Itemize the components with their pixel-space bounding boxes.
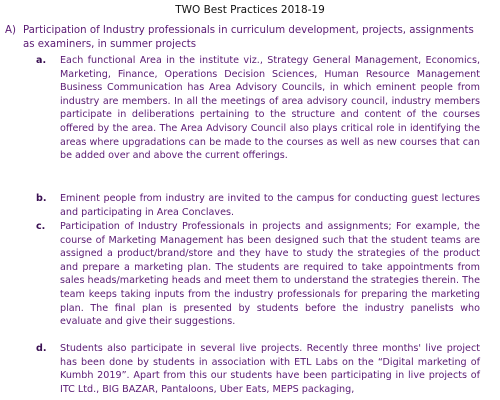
list-item-marker: d. [36,343,47,354]
list-item-text: Students also participate in several live projects. Recently three months' live project has been done by students in association with ETL Labs on the “Digital marketing of Kumbh 2019”. Apart from this our students have been participating in live projects of ITC Ltd., BIG BAZAR, Pantaloons, Uber Eats, MEPS packaging, [60,343,480,395]
list-item-text: Eminent people from industry are invited to the campus for conducting guest lectures and participating in Area Conclaves. [60,193,480,218]
list-item-d [36,342,480,396]
document-title: TWO Best Practices 2018-19 [175,4,325,16]
practices-list [36,54,480,396]
list-item-marker: a. [36,55,47,66]
list-item-b [36,192,480,220]
list-item-c [36,220,480,342]
list-item-marker: b. [36,193,47,204]
section-a-marker: A) [5,25,16,36]
list-item-a [36,54,480,192]
section-a [5,24,475,52]
section-a-heading: Participation of Industry professionals in curriculum development, projects, assignments as examiners, in summer projects [23,25,474,50]
list-item-text: Participation of Industry Professionals in projects and assignments; For example, the course of Marketing Management has been designed such that the student teams are assigned a product/brand/store and they have to study the strategies of the product and prepare a marketing plan. The students are required to take appointments from sales heads/marketing heads and meet them to understand the strategies therein. The team keeps taking inputs from the industry professionals for preparing the marketing plan. The final plan is presented by students before the industry panelists who evaluate and give their suggestions. [60,221,480,328]
list-item-marker: c. [36,221,46,232]
list-item-text: Each functional Area in the institute viz., Strategy General Management, Economics, Marketing, Finance, Operations Decision Sciences, Human Resource Management Business Communication has Area Advisory Councils, in which eminent people from industry are members. In all the meetings of area advisory council, industry members participate in deliberations pertaining to the structure and content of the courses offered by the area. The Area Advisory Council also plays critical role in identifying the areas where upgradations can be made to the courses as well as new courses that can be added over and above the current offerings. [60,55,480,162]
